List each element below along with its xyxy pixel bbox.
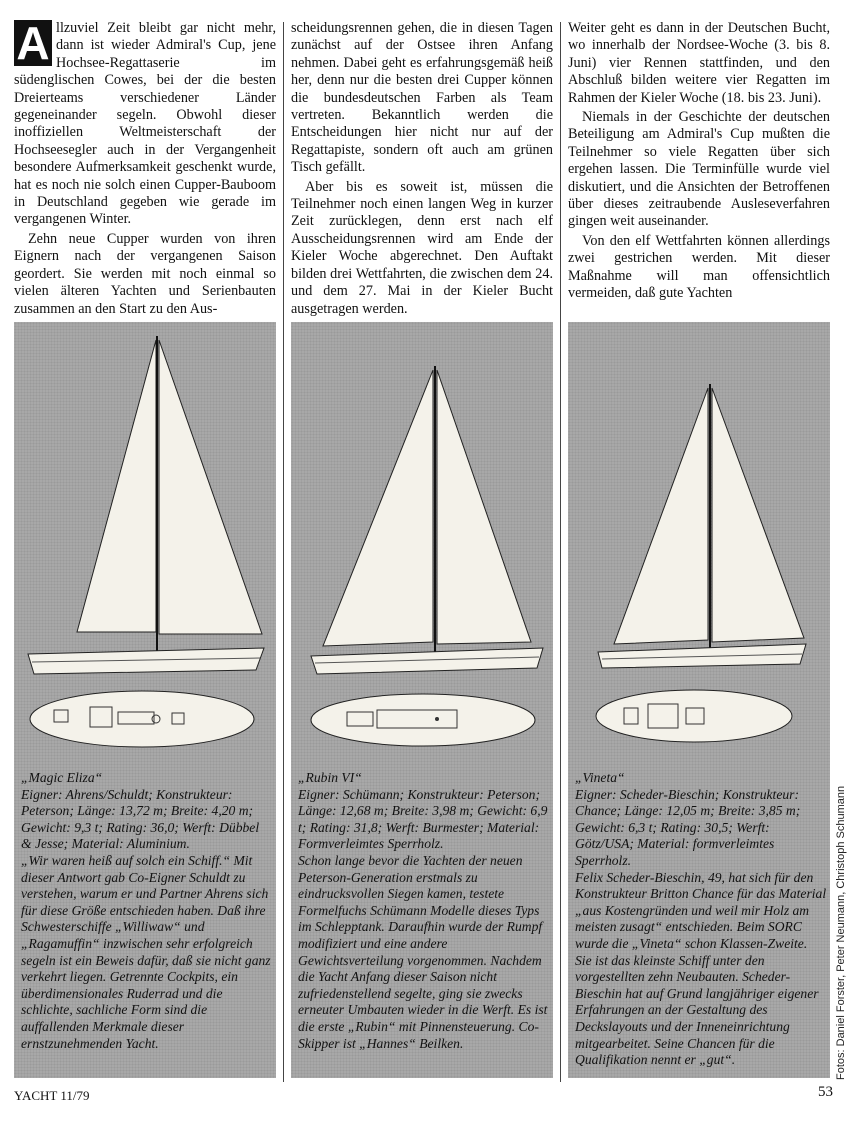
photo-credit [829, 785, 853, 1080]
boat-name: „Vineta“ [575, 770, 625, 785]
magazine-issue: YACHT 11/79 [14, 1088, 90, 1103]
sail-plan-drawing [14, 322, 276, 762]
article-paragraph: Zehn neue Cupper wurden von ihren Eignern nach der vergangenen Saison geordert. Sie werden mit noch einmal so vielen älteren Yachten und Serienbauten zusammen an den Start zu den Aus- [14, 230, 276, 317]
article-paragraph: scheidungsrennen gehen, die in diesen Tagen zunächst auf der Ostsee ihren Anfang nehmen. Dabei geht es erfahrungsgemäß heiß her, denn nur die besten drei Cupper können die bundesdeutschen Farben als Team vertreten. Bekanntlich werden die Entscheidungen hier nicht nur auf der Regattapiste, sondern oft auch am grünen Tisch gefällt. [291, 20, 553, 176]
column-divider [283, 22, 284, 1082]
photo-credit-text: Fotos: Daniel Forster, Peter Neumann, Christoph Schumann [835, 785, 847, 1080]
drop-cap: A [14, 20, 52, 66]
article-column-3 [568, 20, 830, 303]
boat-specs: Eigner: Schümann; Konstrukteur: Peterson; Länge: 12,68 m; Breite: 3,98 m; Gewicht: 6,9 t; Rating: 31,8; Werft: Burmester; Material: Formverleimtes Sperrholz. [298, 786, 548, 852]
article-paragraph: Von den elf Wettfahrten können allerdings zwei gestrichen werden. Mit dieser Maßnahme will man offensichtlich vermeiden, daß gute Yachten [568, 232, 830, 302]
boat-description: „Wir waren heiß auf solch ein Schiff.“ Mit dieser Antwort gab Co-Eigner Schuldt zu verstehen, warum er und Partner Ahrens sich für diese Größe entschieden haben. Daß ihre Schwesterschiffe „Williwaw“ und „Ragamuffin“ inzwischen sehr erfolgreich segeln ist ein Beweis dafür, daß sie nicht ganz verkehrt liegen. Getrennte Cockpits, ein überdimensionales Ruderrad und die schlichte, sachliche Form sind die auffallenden Merkmale dieser ernstzunehmenden Yacht. [21, 852, 271, 1051]
article-paragraph: Niemals in der Geschichte der deutschen Beteiligung am Admiral's Cup mußten die Teilnehmer so viele Regatten über sich ergehen lassen. Die Terminfülle wurde viel diskutiert, und die Ansichten der Betroffenen über dieses zeitraubende Ausleseverfahren gingen weit auseinander. [568, 109, 830, 230]
article-column-2 [291, 20, 553, 318]
boat-panel-vineta [568, 322, 830, 1078]
article-paragraph: Aber bis es soweit ist, müssen die Teilnehmer noch einen langen Weg in kurzer Zeit zurücklegen, denn erst nach elf Ausscheidungsrennen wird am Ende der Kieler Woche abgerechnet. Den Auftakt bilden drei Wettfahrten, die zwischen dem 24. und dem 27. Mai in der Kieler Bucht ausgetragen werden. [291, 178, 553, 317]
page-number: 53 [818, 1084, 833, 1100]
boat-name: „Rubin VI“ [298, 770, 362, 785]
boat-caption [298, 770, 550, 1052]
sail-plan-drawing [291, 322, 553, 762]
boat-panel-rubin-vi [291, 322, 553, 1078]
boat-name: „Magic Eliza“ [21, 770, 103, 785]
article-column-1 [14, 17, 276, 318]
boat-panel-magic-eliza [14, 322, 276, 1078]
boat-description: Felix Scheder-Bieschin, 49, hat sich für den Konstrukteur Britton Chance für das Material „aus Kostengründen und weil mir Holz am meisten zusagt“ entschieden. Beim SORC wurde die „Vineta“ schon Klassen-Zweite. Sie ist das kleinste Schiff unter den vorgestellten zehn Neubauten. Scheder-Bieschin hat auf Grund langjähriger eigener Erfahrungen an der Gestaltung des Deckslayouts und der Inneneinrichtung mitgearbeitet. Seine Chancen für die Qualifikation nennt er „gut“. [575, 869, 827, 1068]
article-paragraph: Weiter geht es dann in der Deutschen Bucht, wo innerhalb der Nordsee-Woche (3. bis 8. Juni) vier Rennen stattfinden, und den Abschluß bilden weitere vier Regatten im Rahmen der Kieler Woche (18. bis 23. Juni). [568, 20, 830, 106]
article-paragraph: llzuviel Zeit bleibt gar nicht mehr, dann ist wieder Admiral's Cup, jene Hochsee-Regattaserie im südenglischen Cowes, bei der die besten Dreierteams verschiedener Länder gegeneinander segeln. Obwohl dieser inoffiziellen Weltmeisterschaft der Hochseesegler auch in der Vergangenheit besondere Aufmerksamkeit geschenkt wurde, hat es noch nie solch einen Cupper-Bauboom in Deutschland gegeben wie gerade im vergangenen Winter. [14, 20, 276, 228]
boat-specs: Eigner: Ahrens/Schuldt; Konstrukteur: Peterson; Länge: 13,72 m; Breite: 4,20 m; Gewicht: 9,3 t; Rating: 36,0; Werft: Dübbel & Jesse; Material: Aluminium. [21, 786, 260, 852]
boat-specs: Eigner: Scheder-Bieschin; Konstrukteur: Chance; Länge: 12,05 m; Breite: 3,85 m; Gewicht: 6,3 t; Rating: 30,5; Werft: Götz/USA; Material: formverleimtes Sperrholz. [575, 786, 801, 868]
boat-description: Schon lange bevor die Yachten der neuen Peterson-Generation erstmals zu eindrucksvollen Siegen kamen, testete Formelfuchs Schümann Modelle dieses Typs im Schlepptank. Daraufhin wurde der Rumpf modifiziert und eine andere Gewichtsverteilung vorgenommen. Nachdem die Yacht Anfang dieser Saison nicht zufriedenstellend segelte, ging sie zwecks erneuter Umbauten wieder in die Werft. Es ist die erste „Rubin“ mit Pinnensteuerung. Co-Skipper ist „Hannes“ Beilken. [298, 852, 548, 1051]
sail-plan-drawing [568, 322, 830, 762]
column-divider [560, 22, 561, 1082]
boat-caption [575, 770, 827, 1069]
boat-caption [21, 770, 273, 1052]
